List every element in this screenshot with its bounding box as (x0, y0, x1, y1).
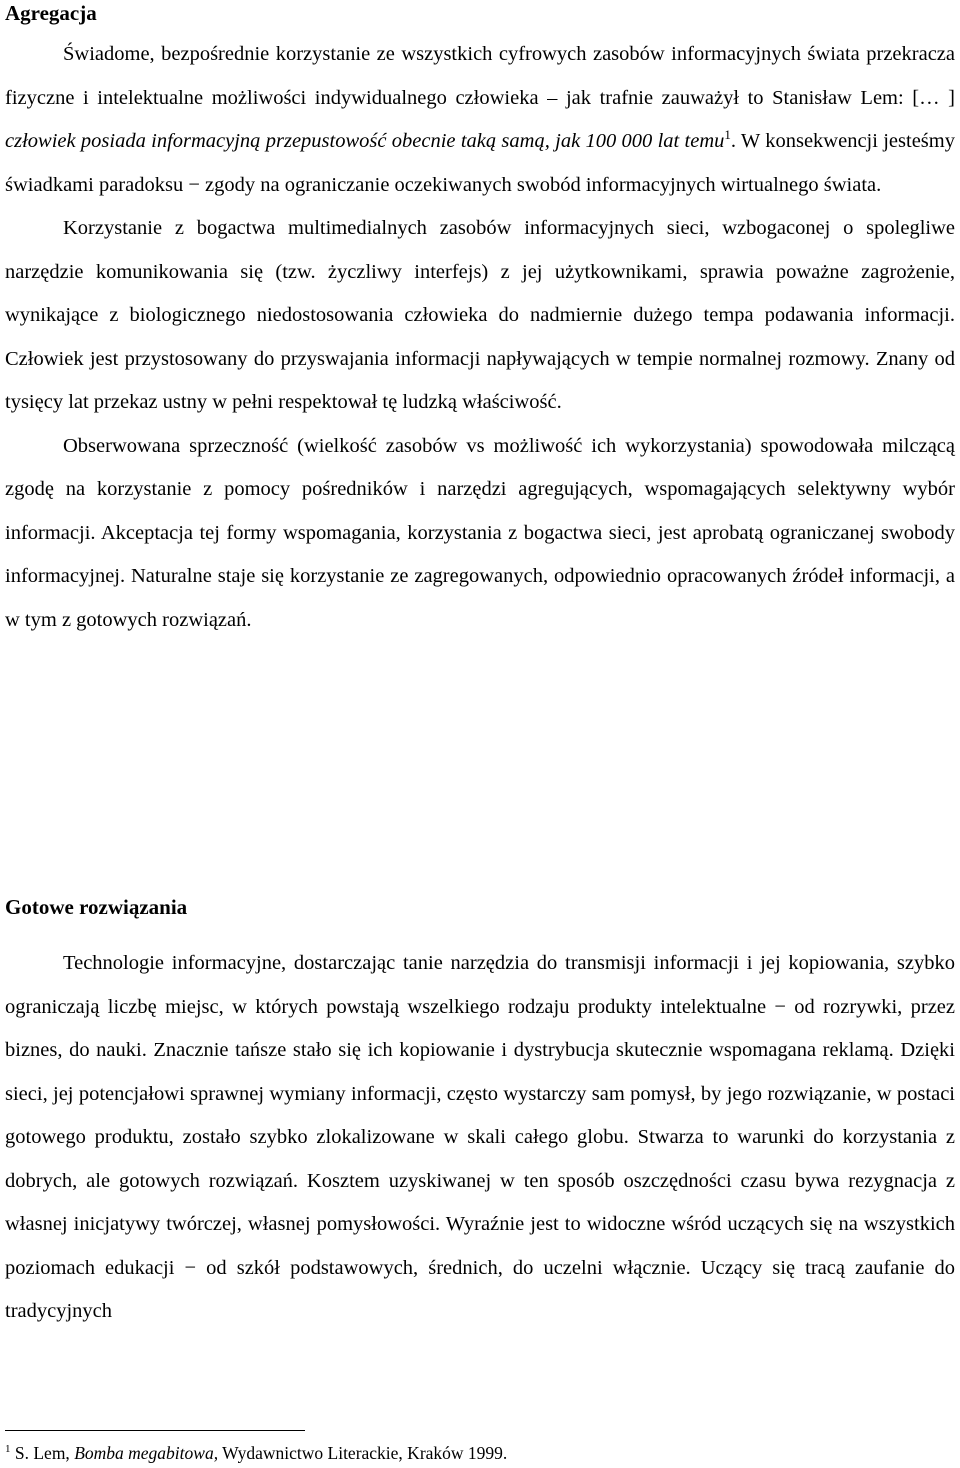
footnote-publisher: Wydawnictwo Literackie, Kraków 1999. (218, 1443, 508, 1463)
section-body-agregacja (5, 33, 955, 642)
paragraph: Technologie informacyjne, dostarczając tanie narzędzia do transmisji informacji i jej kopiowania, szybko ograniczają liczbę miejsc, w których powstają wszelkiego rodzaju produkty intelektualne − od rozrywki, przez biznes, do nauki. Znacznie tańsze stało się ich kopiowanie i dystrybucja skutecznie wspomagana reklamą. Dzięki sieci, jej potencjałowi sprawnej wymiany informacji, często wystarczy sam pomysł, by jego rozwiązanie, w postaci gotowego produktu, zostało szybko zlokalizowane w skali całego globu. Stwarza to warunki do korzystania z dobrych, ale gotowych rozwiązań. Kosztem uzyskiwanej w ten sposób oszczędności czasu bywa rezygnacja z własnej inicjatywy twórczej, własnej pomysłowości. Wyraźnie jest to widoczne wśród uczących się na wszystkich poziomach edukacji − od szkół podstawowych, średnich, do uczelni włącznie. Uczący się tracą zaufanie do tradycyjnych (5, 952, 955, 1322)
section-body-gotowe-rozwiazania (5, 942, 955, 1334)
section-heading-agregacja: Agregacja (5, 1, 97, 25)
footnote-book-title: Bomba megabitowa, (74, 1443, 219, 1463)
lem-quote: człowiek posiada informacyjną przepustowość obecnie taką samą, jak 100 000 lat temu (5, 130, 725, 152)
footnote-reference[interactable]: 1 (724, 127, 731, 142)
paragraph: Obserwowana sprzeczność (wielkość zasobów vs możliwość ich wykorzystania) spowodowała milczącą zgodę na korzystanie z pomocy pośredników i narzędzi agregujących, wspomagających selektywny wybór informacji. Akceptacja tej formy wspomagania, korzystania z bogactwa sieci, jest aprobatą ograniczanej swobody informacyjnej. Naturalne staje się korzystanie ze zagregowanych, odpowiednio opracowanych źródeł informacji, a w tym z gotowych rozwiązań. (5, 434, 955, 631)
footnote-author: S. Lem, (14, 1443, 75, 1463)
paragraph (5, 33, 955, 207)
footnote-number: 1 (5, 1443, 11, 1455)
footnote (5, 1441, 507, 1465)
paragraph-text: . W konsekwencji jesteśmy świadkami paradoksu − zgody na ograniczanie oczekiwanych swobód informacyjnych wirtualnego świata. (5, 130, 955, 196)
paragraph-text: Świadome, bezpośrednie korzystanie ze wszystkich cyfrowych zasobów informacyjnych świata przekracza fizyczne i intelektualne możliwości indywidualnego człowieka – jak trafnie zauważył to Stanisław Lem: [… ] (5, 43, 955, 109)
paragraph: Korzystanie z bogactwa multimedialnych zasobów informacyjnych sieci, wzbogaconej o spolegliwe narzędzie komunikowania się (tzw. życzliwy interfejs) z jej użytkownikami, sprawia poważne zagrożenie, wynikające z biologicznego niedostosowania człowieka do nadmiernie dużego tempa podawania informacji. Człowiek jest przystosowany do przyswajania informacji napływających w tempie normalnej rozmowy. Znany od tysięcy lat przekaz ustny w pełni respektował tę ludzką właściwość. (5, 217, 955, 413)
footnote-divider (5, 1430, 305, 1431)
section-heading-gotowe-rozwiazania: Gotowe rozwiązania (5, 895, 188, 919)
